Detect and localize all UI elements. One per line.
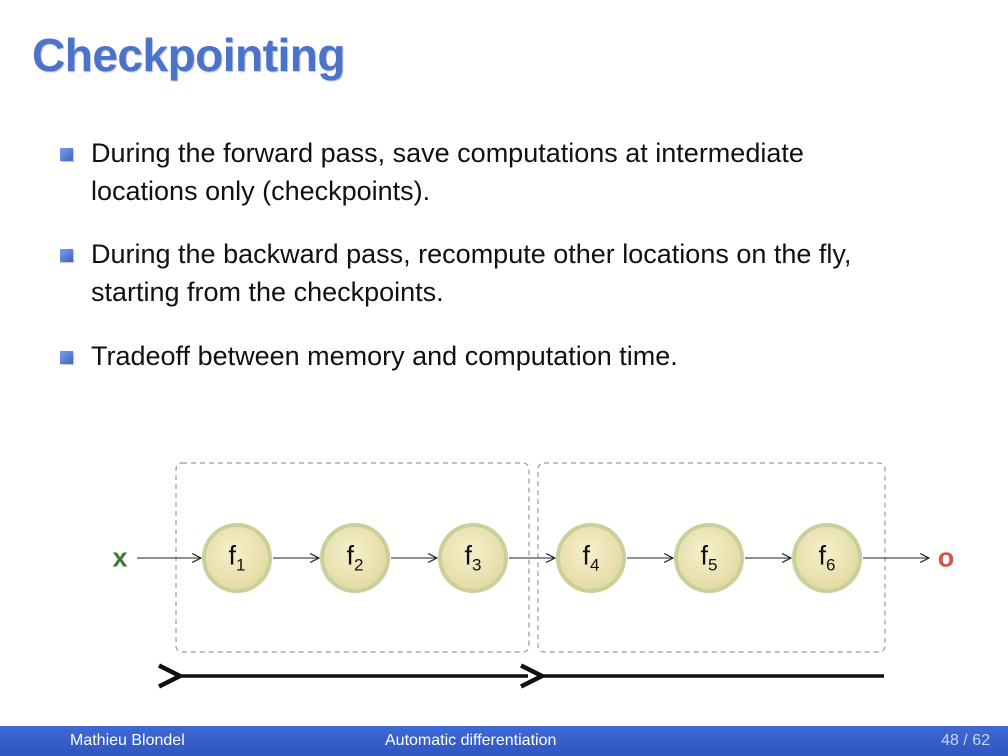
node-label-f4: $f_4$ <box>582 540 600 575</box>
footer-bar <box>0 726 1008 756</box>
bullet-item <box>58 134 948 210</box>
node-label-f6: $f_6$ <box>818 540 836 575</box>
bullet-item <box>58 235 948 311</box>
bullet-line: During the backward pass, recompute other locations on the fly, <box>91 239 852 269</box>
footer-page-number: 48 / 62 <box>941 732 990 749</box>
footer-talk-title: Automatic differentiation <box>385 732 557 749</box>
node-label-f1: $f_1$ <box>228 540 246 575</box>
bullet-line: starting from the checkpoints. <box>91 277 444 307</box>
diagram-canvas <box>0 440 1008 700</box>
bullet-line: locations only (checkpoints). <box>91 176 431 206</box>
bullet-marker-icon <box>60 249 73 262</box>
bullet-marker-icon <box>60 148 73 161</box>
footer-author: Mathieu Blondel <box>70 732 185 749</box>
node-label-f5: $f_5$ <box>700 540 718 575</box>
bullet-line: Tradeoff between memory and computation time. <box>91 341 678 371</box>
node-label-f3: $f_3$ <box>464 540 482 575</box>
checkpoint-diagram <box>0 440 1008 700</box>
node-label-f2: $f_2$ <box>346 540 364 575</box>
input-label: x <box>112 542 128 573</box>
bullet-marker-icon <box>60 351 73 364</box>
slide-title: Checkpointing <box>32 29 345 81</box>
bullet-line: During the forward pass, save computations at intermediate <box>91 138 804 168</box>
bullet-item <box>58 337 948 375</box>
output-label: o <box>937 542 955 573</box>
